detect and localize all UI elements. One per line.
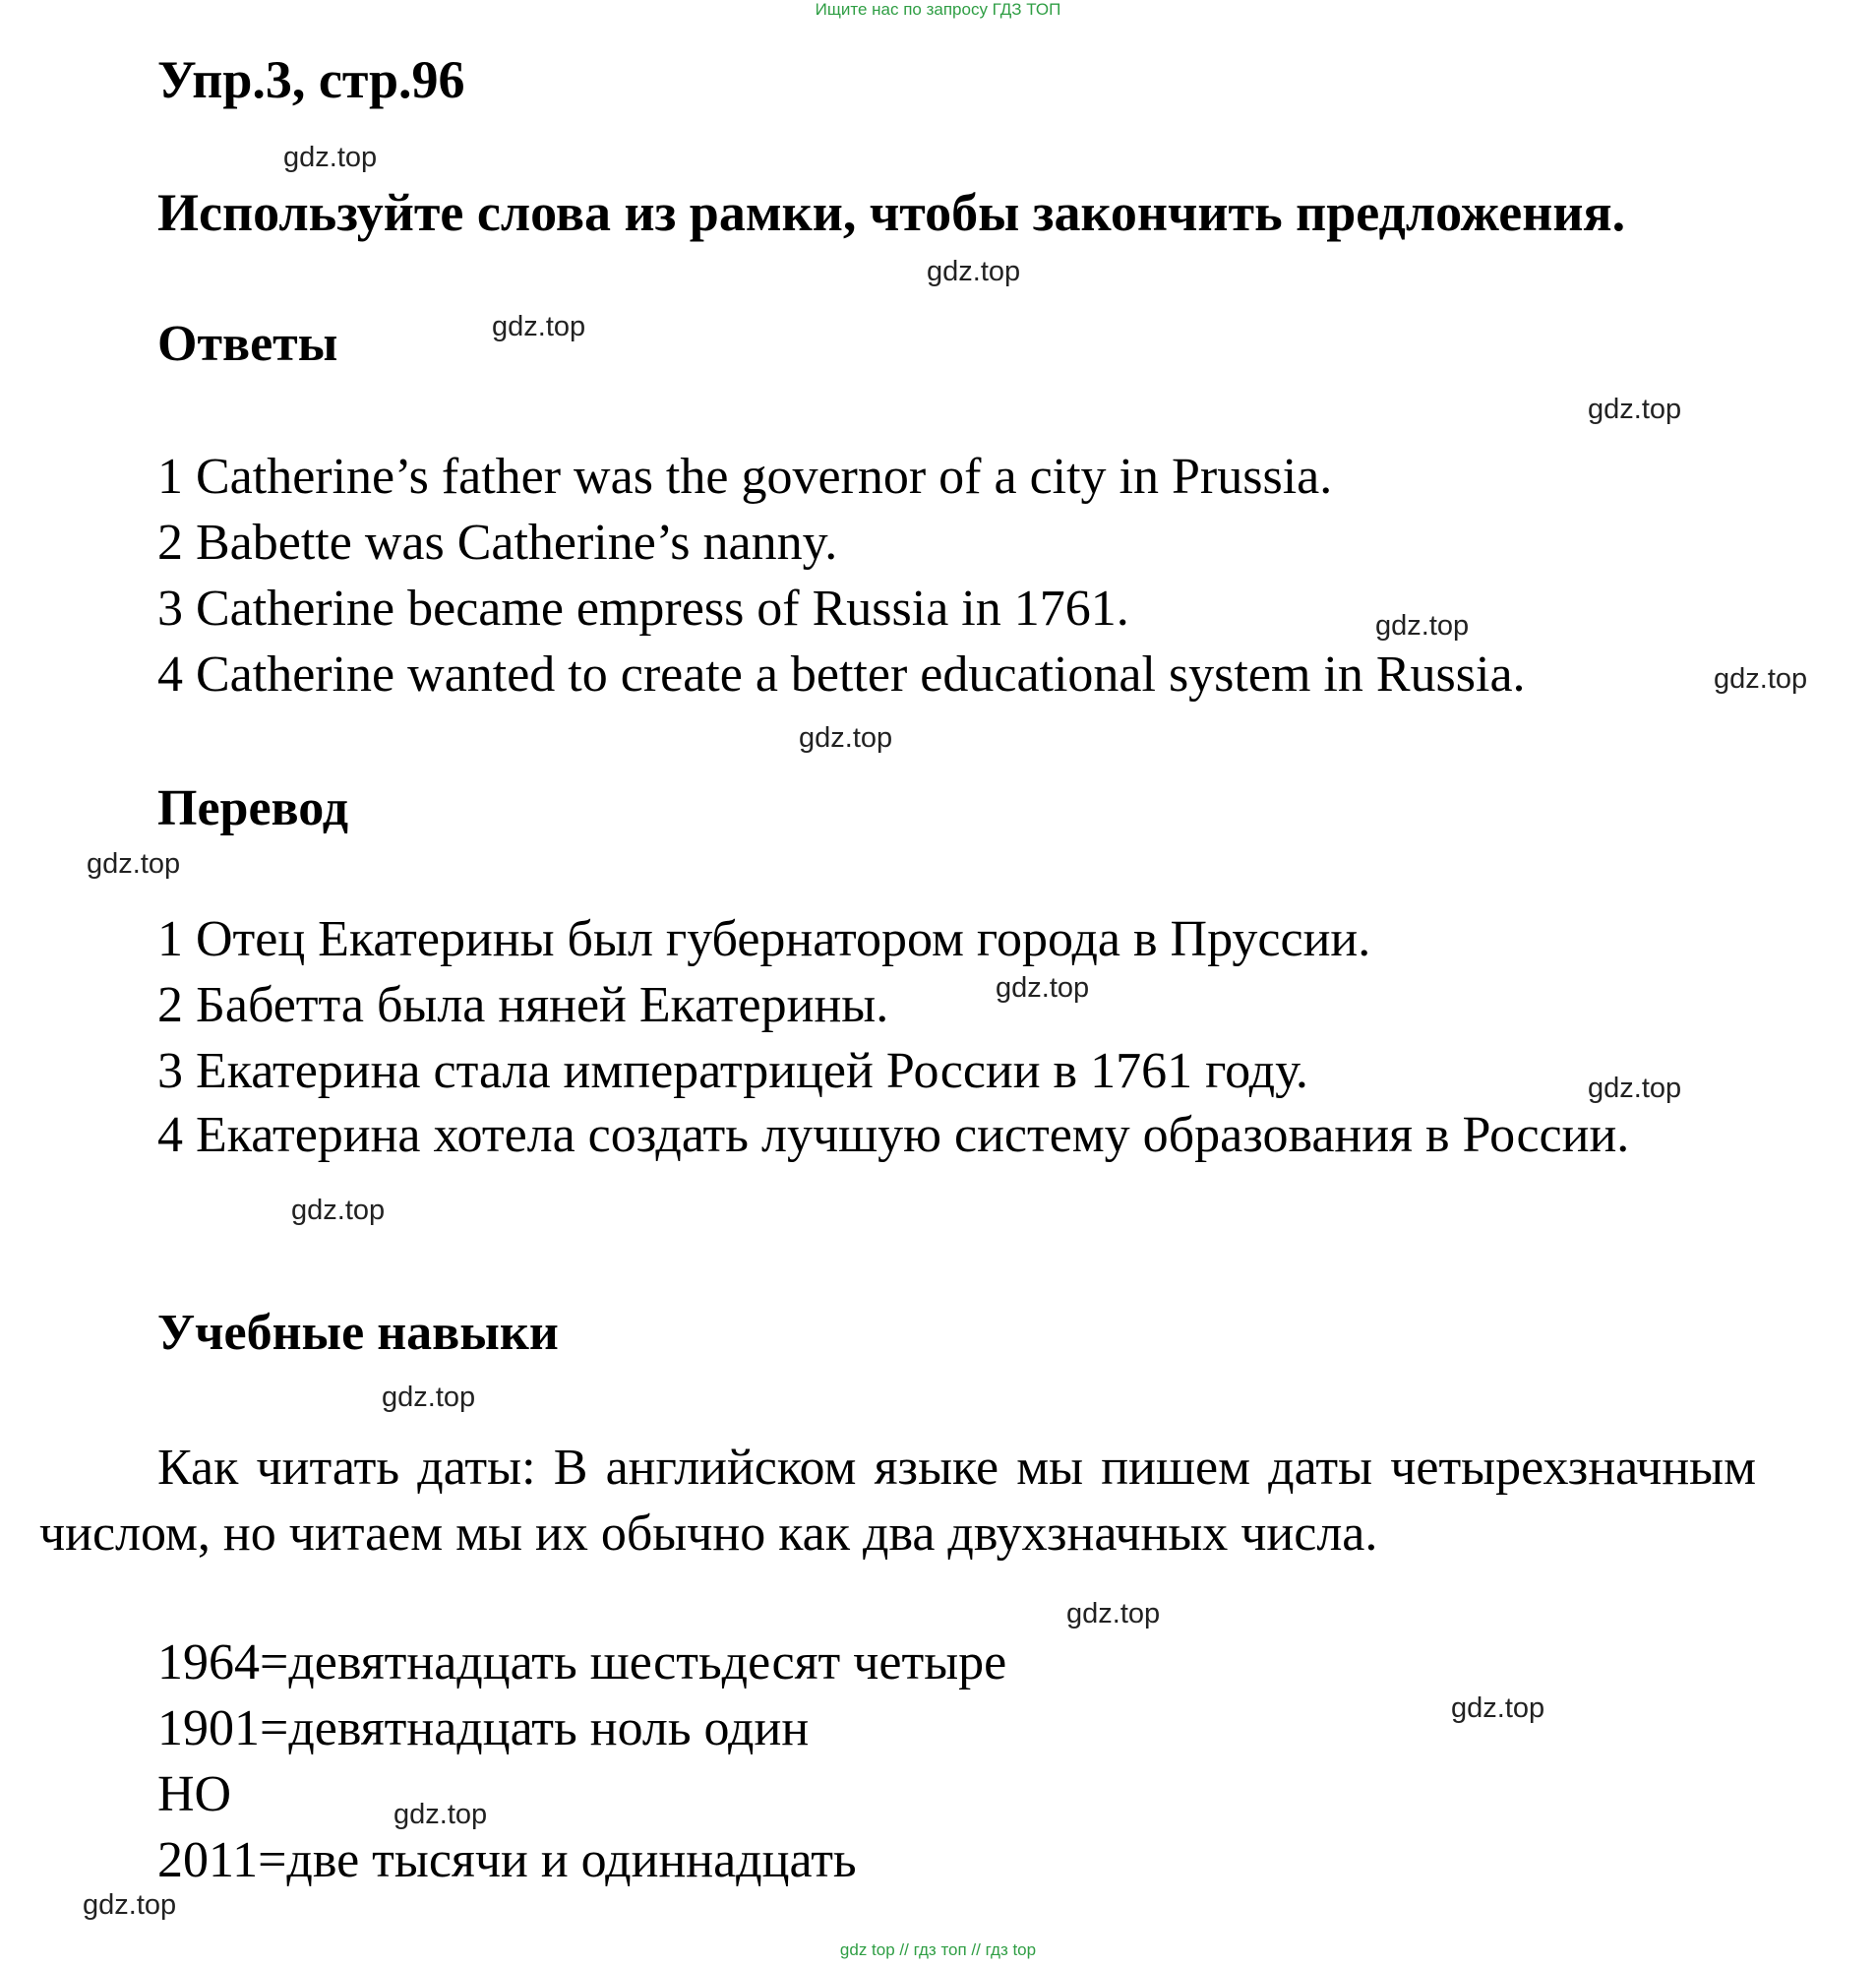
- skills-heading: Учебные навыки: [157, 1305, 559, 1361]
- watermark: gdz.top: [291, 1195, 386, 1226]
- skills-line-1: 1964=девятнадцать шестьдесят четыре: [157, 1634, 1007, 1690]
- watermark: gdz.top: [1714, 663, 1808, 695]
- answer-line-4: 4 Catherine wanted to create a better educational system in Russia.: [157, 646, 1526, 703]
- translation-line-4: 4 Екатерина хотела создать лучшую систему образования в России.: [157, 1107, 1630, 1163]
- exercise-title: Упр.3, стр.96: [157, 50, 465, 109]
- instruction-text: Используйте слова из рамки, чтобы закончить предложения.: [157, 183, 1626, 242]
- skills-line-2: 1901=девятнадцать ноль один: [157, 1700, 810, 1756]
- watermark: gdz.top: [492, 311, 586, 342]
- footer-watermark: gdz top // гдз топ // гдз top: [839, 1940, 1037, 1959]
- search-banner: Ищите нас по запросу ГДЗ ТОП: [815, 0, 1061, 19]
- translation-line-3: 3 Екатерина стала императрицей России в 1761 году.: [157, 1043, 1308, 1099]
- watermark: gdz.top: [1066, 1598, 1161, 1629]
- skills-paragraph: Как читать даты: В английском языке мы пишем даты четырехзначным числом, но читаем мы их обычно как два двухзначных числа.: [39, 1440, 1756, 1562]
- skills-line-3: НО: [157, 1766, 232, 1822]
- watermark: gdz.top: [927, 256, 1021, 287]
- watermark: gdz.top: [1588, 394, 1682, 425]
- answer-line-3: 3 Catherine became empress of Russia in 1761.: [157, 581, 1129, 637]
- watermark: gdz.top: [1588, 1073, 1682, 1104]
- translation-line-2: 2 Бабетта была няней Екатерины.: [157, 977, 889, 1033]
- watermark: gdz.top: [1451, 1692, 1545, 1724]
- answer-line-1: 1 Catherine’s father was the governor of a city in Prussia.: [157, 449, 1333, 505]
- watermark: gdz.top: [382, 1382, 476, 1413]
- skills-line-4: 2011=две тысячи и одиннадцать: [157, 1832, 857, 1888]
- watermark: gdz.top: [996, 972, 1090, 1004]
- translation-line-1: 1 Отец Екатерины был губернатором города в Пруссии.: [157, 911, 1371, 967]
- translation-heading: Перевод: [157, 780, 349, 836]
- watermark: gdz.top: [1375, 610, 1470, 642]
- watermark: gdz.top: [393, 1799, 488, 1830]
- watermark: gdz.top: [87, 848, 181, 880]
- answers-heading: Ответы: [157, 316, 338, 372]
- watermark: gdz.top: [799, 722, 893, 754]
- answer-line-2: 2 Babette was Catherine’s nanny.: [157, 515, 838, 571]
- watermark: gdz.top: [83, 1889, 177, 1921]
- watermark: gdz.top: [283, 142, 378, 173]
